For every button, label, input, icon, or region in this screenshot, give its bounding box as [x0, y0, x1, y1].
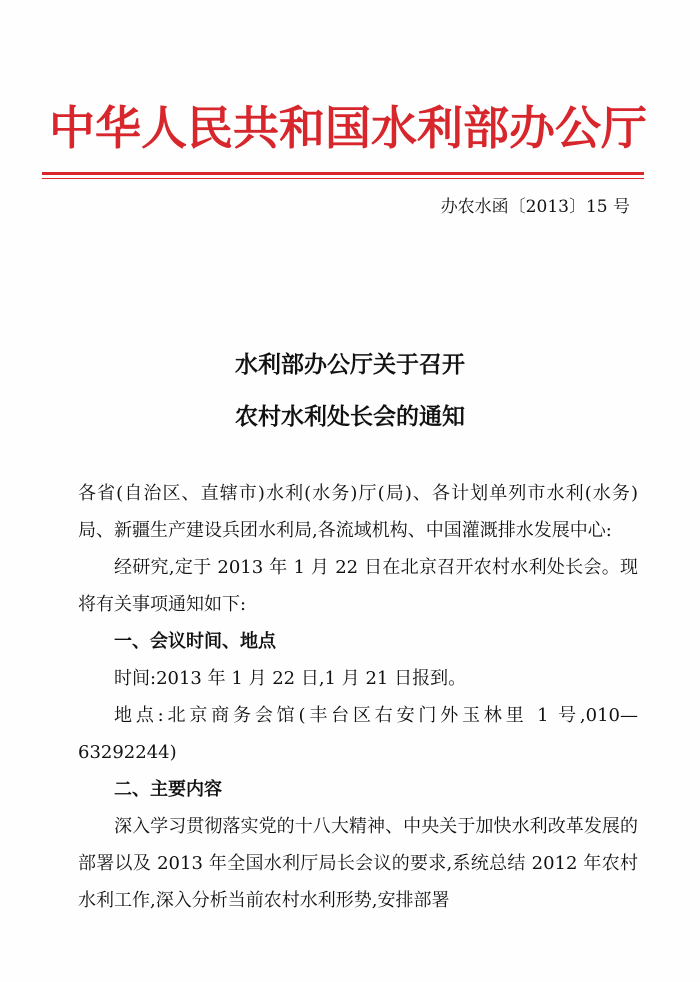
section2-text: 深入学习贯彻落实党的十八大精神、中央关于加快水利改革发展的部署以及 2013 年全国水利厅局长会议的要求,系统总结 2012 年农村水利工作,深入分析当前农村水利形势,安排部署: [78, 816, 638, 911]
intro-paragraph: 经研究,定于 2013 年 1 月 22 日在北京召开农村水利处长会。现将有关事项通知如下:: [78, 557, 638, 615]
masthead-org-name: 中华人民共和国水利部办公厅: [49, 101, 647, 155]
section2-heading: 二、主要内容: [114, 779, 222, 800]
section1-place: 地点:北京商务会馆(丰台区右安门外玉林里 1 号,010—63292244): [78, 705, 638, 763]
section1-time: 时间:2013 年 1 月 22 日,1 月 21 日报到。: [114, 668, 467, 689]
document-body: [78, 475, 638, 919]
section1-heading: 一、会议时间、地点: [114, 631, 276, 652]
document-number: 办农水函〔2013〕15 号: [440, 197, 630, 217]
masthead-rule-thick: [42, 172, 644, 175]
masthead-rule-thin: [42, 178, 644, 179]
document-title-line1: 水利部办公厅关于召开: [235, 352, 465, 378]
addressees-paragraph: 各省(自治区、直辖市)水利(水务)厅(局)、各计划单列市水利(水务)局、新疆生产建设兵团水利局,各流域机构、中国灌溉排水发展中心:: [78, 483, 638, 541]
document-title-line2: 农村水利处长会的通知: [235, 404, 465, 430]
